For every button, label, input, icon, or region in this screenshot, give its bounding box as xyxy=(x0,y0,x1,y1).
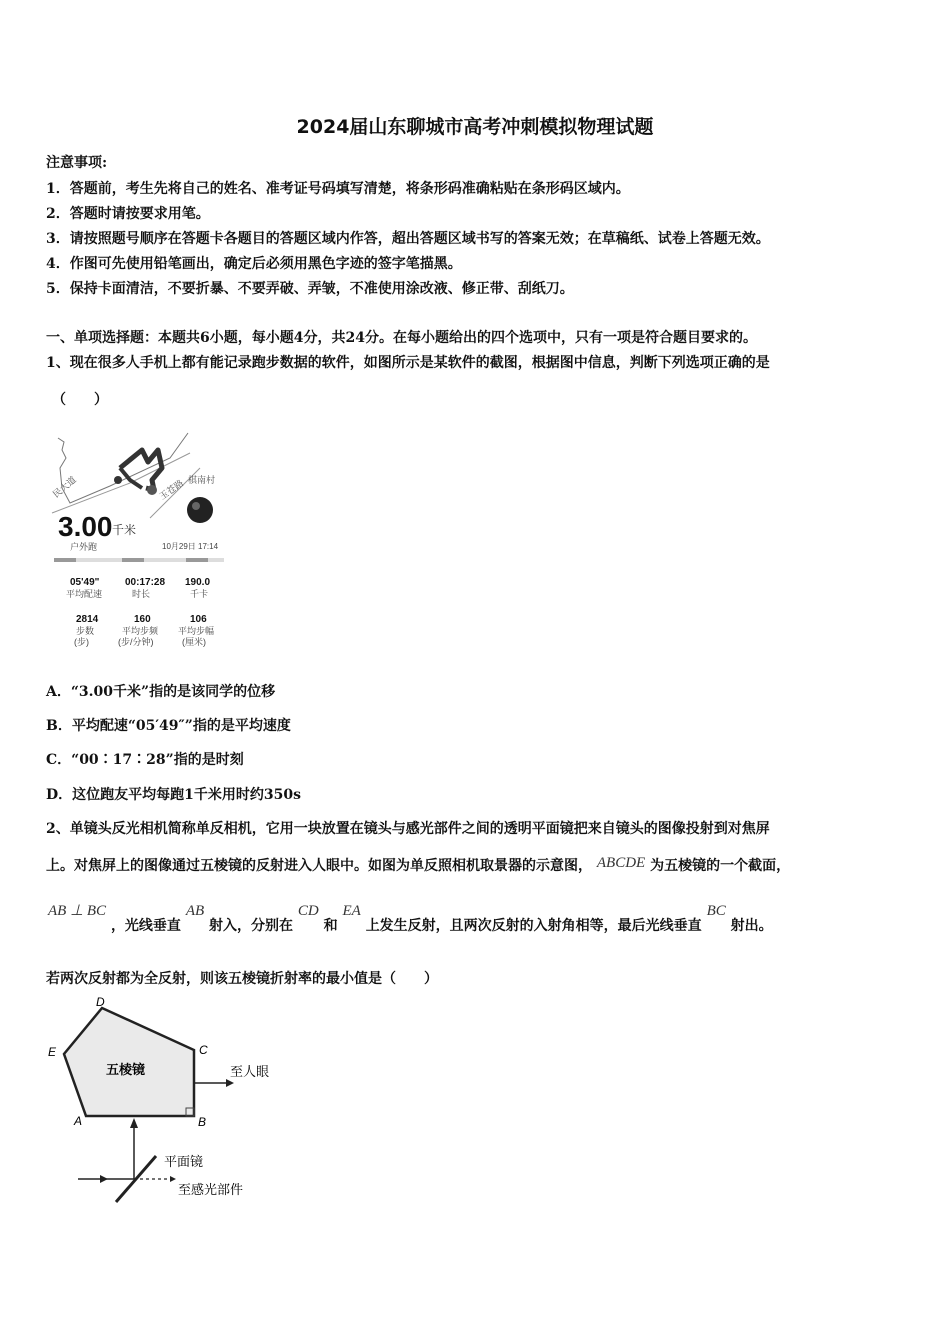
math-abcde: ABCDE xyxy=(596,855,646,871)
q2-text: 为五棱镜的一个截面， xyxy=(650,858,791,874)
end-marker xyxy=(147,485,157,495)
section-heading: 一、单项选择题：本题共6小题，每小题4分，共24分。在每小题给出的四个选项中，只有一项是符合题目要求的。 xyxy=(46,330,757,346)
math-perp: AB ⊥ BC xyxy=(48,903,107,919)
question-2-line: 若两次反射都为全反射，则该五棱镜折射率的最小值是（ ） xyxy=(46,971,438,987)
run-mode: 户外跑 xyxy=(70,542,98,552)
notice-item: 1．答题前，考生先将自己的姓名、准考证号码填写清楚，将条形码准确粘贴在条形码区域内。 xyxy=(46,181,630,197)
notice-item: 2．答题时请按要求用笔。 xyxy=(46,206,210,222)
distance-unit: 千米 xyxy=(112,523,137,537)
notice-item: 4．作图可先使用铅笔画出，确定后必须用黑色字迹的签字笔描黑。 xyxy=(46,256,462,272)
stat-value: 160 xyxy=(134,614,151,625)
stat-value: 106 xyxy=(190,614,207,625)
road-label: 玉苍路 xyxy=(157,477,186,502)
stat-label: (步/分钟) xyxy=(118,637,154,647)
option-d[interactable]: D．这位跑友平均每跑1千米用时约350s xyxy=(46,787,301,803)
vertex-a: A xyxy=(74,1114,83,1128)
notice-item: 3．请按照题号顺序在答题卡各题目的答题区域内作答，超出答题区域书写的答案无效；在草稿纸、试卷上答题无效。 xyxy=(46,231,770,247)
q2-text: 射入，分别在 xyxy=(209,918,294,934)
stat-label: (步) xyxy=(74,637,89,647)
stat-label: 平均配速 xyxy=(66,589,103,599)
run-datetime: 10月29日 17:14 xyxy=(162,542,219,551)
q2-text: 射出。 xyxy=(730,918,773,934)
stat-label: 平均步频 xyxy=(122,626,159,636)
question-1-stem: 1、现在很多人手机上都有能记录跑步数据的软件，如图所示是某软件的截图，根据图中信息，判断下列选项正确的是 xyxy=(46,355,770,371)
stat-label: 时长 xyxy=(132,589,151,599)
q2-text: 上发生反射，且两次反射的入射角相等，最后光线垂直 xyxy=(365,918,702,934)
stat-label: (厘米) xyxy=(182,637,206,647)
page-title: 2024届山东聊城市高考冲刺模拟物理试题 xyxy=(296,116,654,138)
option-c[interactable]: C．“00∶17∶28”指的是时刻 xyxy=(46,752,244,768)
eye-label: 至人眼 xyxy=(230,1064,270,1079)
pentaprism-figure xyxy=(44,996,294,1208)
stat-value: 05'49" xyxy=(70,577,100,588)
stat-label: 千卡 xyxy=(190,589,209,599)
math-cd: CD xyxy=(297,903,319,919)
stat-label: 步数 xyxy=(76,626,95,636)
sensor-label: 至感光部件 xyxy=(178,1182,244,1197)
option-b[interactable]: B．平均配速“05′49″”指的是平均速度 xyxy=(46,718,291,734)
q2-text: 和 xyxy=(323,918,338,934)
start-marker xyxy=(114,476,122,484)
road-label: 民大道 xyxy=(50,474,78,500)
avatar xyxy=(187,497,213,523)
stat-value: 2814 xyxy=(76,614,99,625)
stat-value: 00:17:28 xyxy=(125,577,166,588)
prism-label: 五棱镜 xyxy=(106,1062,146,1077)
question-2-line: 2、单镜头反光相机简称单反相机，它用一块放置在镜头与感光部件之间的透明平面镜把来自镜头的图像投射到对焦屏 xyxy=(46,821,770,837)
mirror-label: 平面镜 xyxy=(164,1154,204,1169)
q2-text: ，光线垂直 xyxy=(110,918,181,934)
question-2-line xyxy=(46,855,790,875)
notice-item: 5．保持卡面清洁，不要折暴、不要弄破、弄皱，不准使用涂改液、修正带、刮纸刀。 xyxy=(46,281,574,297)
vertex-e: E xyxy=(48,1045,57,1059)
vertex-d: D xyxy=(96,996,105,1009)
stat-value: 190.0 xyxy=(185,577,211,588)
math-ab: AB xyxy=(185,903,205,919)
vertex-b: B xyxy=(198,1115,207,1129)
stat-label: 平均步幅 xyxy=(178,626,215,636)
q2-text: 上。对焦屏上的图像通过五棱镜的反射进入人眼中。如图为单反照相机取景器的示意图， xyxy=(46,858,592,874)
distance-value: 3.00 xyxy=(58,511,113,542)
question-1-blank: （ ） xyxy=(52,392,108,408)
question-2-line xyxy=(48,903,773,934)
math-ea: EA xyxy=(342,903,361,919)
vertex-c: C xyxy=(199,1043,208,1057)
math-bc: BC xyxy=(706,903,726,919)
notice-heading: 注意事项: xyxy=(46,155,108,171)
option-a[interactable]: A．“3.00千米”指的是该同学的位移 xyxy=(46,684,276,700)
village-label: 棋南村 xyxy=(188,475,216,485)
running-app-figure xyxy=(50,428,240,654)
